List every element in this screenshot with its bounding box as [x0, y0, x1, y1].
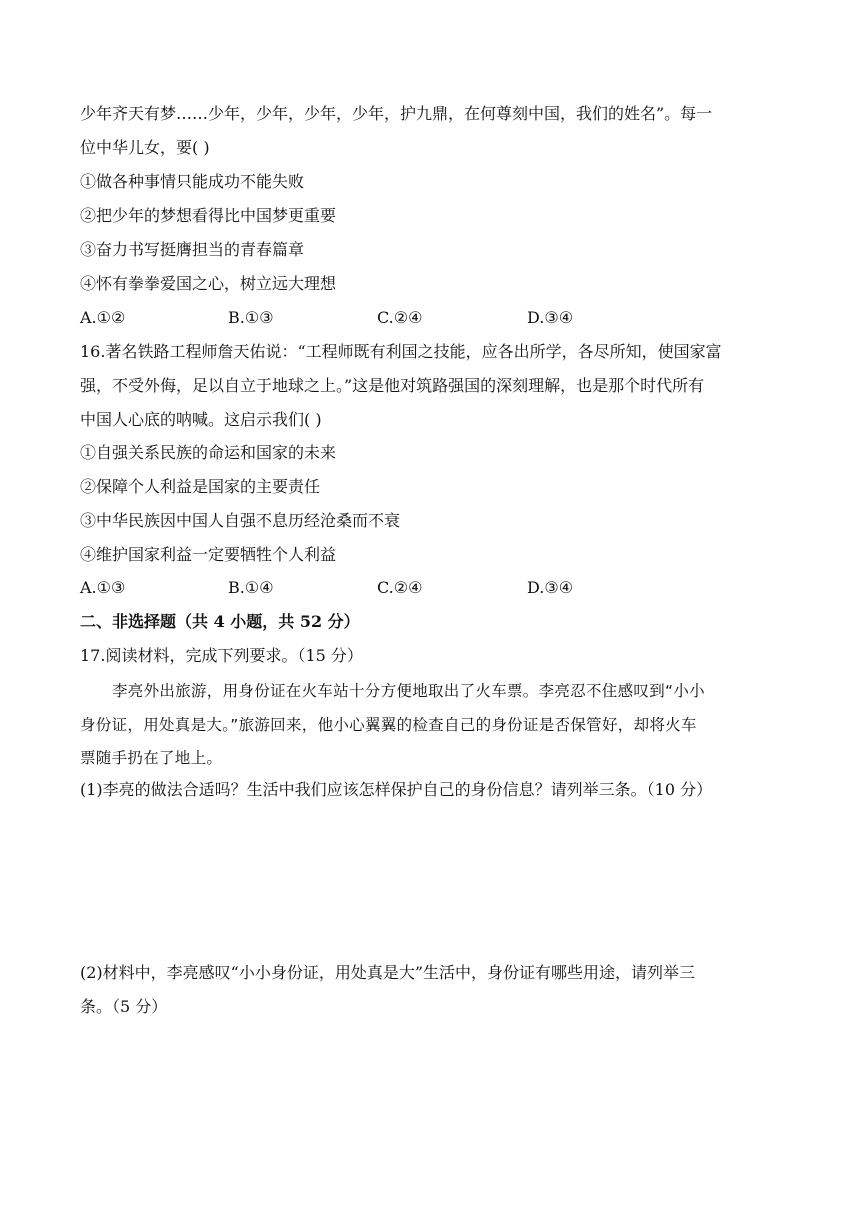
q15-statement-4: ④怀有拳拳爱国之心，树立远大理想 — [80, 274, 337, 293]
q17-subquestion-1: (1)李亮的做法合适吗？生活中我们应该怎样保护自己的身份信息？请列举三条。（10 分） — [80, 780, 713, 799]
q15-option-b[interactable]: B.①③ — [228, 308, 274, 327]
q17-material-line-1: 李亮外出旅游，用身份证在火车站十分方便地取出了火车票。李亮忍不住感叹到“小小 — [112, 682, 705, 700]
q17-material-line-3: 票随手扔在了地上。 — [80, 749, 223, 767]
q16-stem-line-3: 中国人心底的呐喊。这启示我们( ) — [80, 410, 322, 429]
section-heading: 二、非选择题（共 4 小题，共 52 分） — [80, 612, 360, 631]
q15-stem-line-1: 少年齐天有梦……少年，少年，少年，少年，护九鼎，在何尊刻中国，我们的姓名”。每一 — [80, 104, 713, 123]
q17-subquestion-2-line-1: (2)材料中，李亮感叹“小小身份证，用处真是大”生活中，身份证有哪些用途，请列举三 — [80, 963, 696, 982]
q15-stem-line-2: 位中华儿女，要( ) — [80, 138, 210, 157]
q16-statement-3: ③中华民族因中国人自强不息历经沧桑而不衰 — [80, 511, 401, 530]
q15-statement-1: ①做各种事情只能成功不能失败 — [80, 172, 305, 191]
q15-statement-2: ②把少年的梦想看得比中国梦更重要 — [80, 206, 337, 225]
q16-option-c[interactable]: C.②④ — [377, 578, 423, 597]
q15-option-c[interactable]: C.②④ — [377, 308, 423, 327]
q17-material-line-2: 身份证，用处真是大。”旅游回来，他小心翼翼的检查自己的身份证是否保管好，却将火车 — [80, 716, 697, 734]
q17-title: 17.阅读材料，完成下列要求。（15 分） — [80, 646, 363, 665]
q16-stem-line-1: 16.著名铁路工程师詹天佑说：“工程师既有利国之技能，应各出所学，各尽所知，使国家富 — [80, 342, 722, 361]
q16-option-d[interactable]: D.③④ — [527, 578, 574, 597]
q16-statement-2: ②保障个人利益是国家的主要责任 — [80, 477, 321, 496]
q17-subquestion-2-line-2: 条。（5 分） — [80, 997, 168, 1016]
q16-stem-line-2: 强，不受外侮，足以自立于地球之上。”这是他对筑路强国的深刻理解，也是那个时代所有 — [80, 376, 705, 395]
q16-option-a[interactable]: A.①③ — [80, 578, 126, 597]
q16-statement-1: ①自强关系民族的命运和国家的未来 — [80, 443, 337, 462]
q15-statement-3: ③奋力书写挺膺担当的青春篇章 — [80, 240, 305, 259]
q17-answer-area-1[interactable] — [80, 808, 780, 958]
q16-statement-4: ④维护国家利益一定要牺牲个人利益 — [80, 545, 337, 564]
q17-answer-area-2[interactable] — [80, 1026, 780, 1196]
q16-option-b[interactable]: B.①④ — [228, 578, 274, 597]
q15-option-a[interactable]: A.①② — [80, 308, 126, 327]
q15-option-d[interactable]: D.③④ — [527, 308, 574, 327]
